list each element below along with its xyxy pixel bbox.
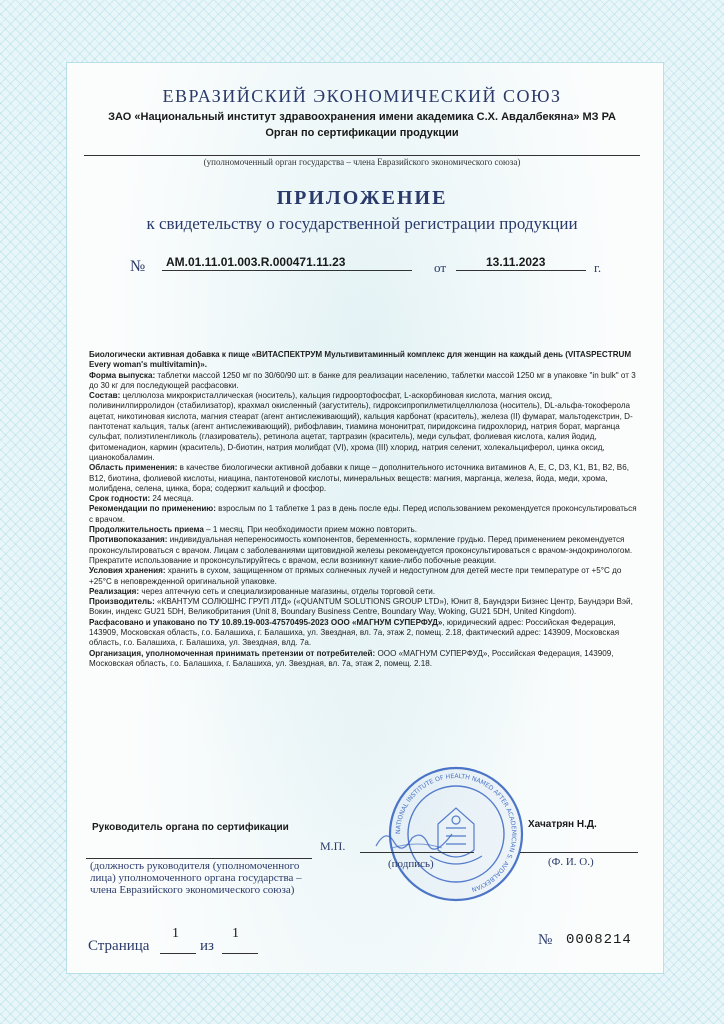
serial-number: 0008214 (566, 932, 632, 948)
position-underline (86, 858, 312, 859)
page-total: 1 (232, 926, 239, 941)
sales-paragraph: Реализация: через аптечную сеть и специализированные магазины, отделы торговой сети. (89, 586, 436, 596)
application-paragraph: Область применения: в качестве биологически активной добавки к пище – дополнительного источника витаминов А, Е, С, D3, K1, B1, B2, B6, B12, биотина, фолиевой кислоты, ниацина, пантотеновой кислоты, минеральных веществ: магния, марганца, железа, йода, меди, хрома, молибдена, селена, цинка, бора; содержит кальций и фосфор. (89, 463, 629, 493)
year-word: г. (594, 260, 602, 275)
institute-name: ЗАО «Национальный институт здравоохранения имени академика С.Х. Авдалбекяна» МЗ РА (108, 111, 616, 123)
claims-paragraph: Организация, уполномоченная принимать претензии от потребителей: ООО «МАГНУМ СУПЕРФУД», Российская Федерация, 143909, Московская область, г.о. Балашиха, г. Балашиха, ул. Звездная, вл. 7а, этаж 2, помещ. 2.18. (89, 648, 614, 668)
storage-paragraph: Условия хранения: хранить в сухом, защищенном от прямых солнечных лучей и недоступном для детей месте при температуре от +5°С до +25°С в неповрежденной оригинальной упаковке. (89, 566, 622, 586)
authority-caption: (уполномоченный орган государства – члена Евразийского экономического союза) (203, 157, 521, 167)
number-sign: № (130, 258, 146, 275)
signature-scribble (372, 824, 458, 854)
usage-paragraph: Рекомендации по применению: взрослым по 1 таблетке 1 раз в день после еды. Перед использованием рекомендуется проконсультироваться с врачом. (89, 504, 637, 524)
page-label: Страница (88, 938, 150, 954)
name-underline (520, 852, 638, 853)
head-name: Хачатрян Н.Д. (528, 819, 597, 830)
page-total-underline (222, 953, 258, 954)
document-subtitle: к свидетельству о государственной регистрации продукции (146, 214, 578, 233)
of-label: из (200, 938, 214, 954)
duration-paragraph: Продолжительность приема – 1 месяц. При необходимости прием можно повторить. (89, 525, 417, 535)
from-word: от (434, 260, 447, 275)
page-current-underline (160, 953, 196, 954)
page-current: 1 (172, 926, 179, 941)
number-underline (162, 270, 412, 271)
date-underline (456, 270, 586, 271)
packager-paragraph: Расфасовано и упаковано по ТУ 10.89.19-003-47570495-2023 ООО «МАГНУМ СУПЕРФУД», юридический адрес: Российская Федерация, 143909, Московская область, г.о. Балашиха, г. Балашиха, ул. Звездная, вл. 7а, этаж 2, помещ. 2.18, фактический адрес: 143909, Московская область, г.о. Балашиха, г. Балашиха, ул. Звездная, влд. 7а. (89, 617, 620, 648)
document-title: ПРИЛОЖЕНИЕ (276, 187, 448, 209)
registration-date: 13.11.2023 (486, 255, 546, 269)
certification-organ: Орган по сертификации продукции (265, 127, 459, 139)
product-description (89, 350, 637, 669)
shelf-life-paragraph: Срок годности: 24 месяца. (89, 494, 194, 504)
head-role-label: Руководитель органа по сертификации (92, 822, 289, 833)
authority-underline (84, 155, 640, 156)
seal-place-label: М.П. (320, 839, 346, 853)
position-caption: (должность руководителя (уполномоченного лица) уполномоченного органа государства – члена Евразийского экономического союза) (90, 860, 302, 896)
fio-caption: (Ф. И. О.) (548, 856, 594, 868)
manufacturer-paragraph: Производитель: «КВАНТУМ СОЛЮШНС ГРУП ЛТД» («QUANTUM SOLUTIONS GROUP LTD»), Юнит 8, Баундэри Бизнес Центр, Баундэри Вэй, Вокин, индекс GU21 5DH, Великобритания (Unit 8, Boundary Business Centre, Boundary Way, Woking, GU21 5DH, United Kingdom). (89, 597, 633, 617)
contraindications-paragraph: Противопоказания: индивидуальная непереносимость компонентов, беременность, кормление грудью. Перед применением рекомендуется проконсультироваться с врачом. Лицам с заболеваниями щитовидной железы рекомендуется проконсультироваться с врачом-эндокринологом. Прекратите использование и проконсультируйтесь с врачом, если возникнут какие-либо побочные реакции. (89, 535, 633, 565)
product-name: Биологически активная добавка к пище «ВИТАСПЕКТРУМ Мультивитаминный комплекс для женщин на каждый день (VITASPECTRUM Every woman's multivitamin)». (89, 350, 632, 370)
composition-paragraph: Состав: целлюлоза микрокристаллическая (носитель), кальция гидроортофосфат, L-аскорбиновая кислота, магния оксид, поливинилпирролидон (стабилизатор), крахмал окисленный (загуститель), гидроксипропилметилцеллюлоза (носитель), DL-альфа-токоферола ацетат, никотиновая кислота, магния стеарат (агент антислеживающий), кальция карбонат (краситель), железа (II) фумарат, мальтодекстрин, D-пантотенат кальция, тальк (агент антислеживающий), рибофлавин, тиамина мононитрат, пиридоксина гидрохлорид, натрия борат, марганца сульфат, полиэтиленгликоль (глазирователь), ретинола ацетат, тартразин (краситель), меди сульфат, фолиевая кислота, калия йодид, фитоменадион, кармин (краситель), D-биотин, натрия молибдат (VI), хрома (III) хлорид, натрия селенит, холекальциферол, цинка оксид, цианокобаламин. (89, 391, 633, 462)
release-form-paragraph: Форма выпуска: таблетки массой 1250 мг по 30/60/90 шт. в банке для реализации населению, таблетки массой 1250 мг в упаковке "in bulk" от 3 до 30 кг для последующей расфасовки. (89, 370, 636, 390)
signature-caption: (подпись) (388, 858, 434, 870)
product-name-paragraph (89, 350, 637, 371)
stamp-ring-text: NATIONAL INSTITUTE OF HEALTH NAMED AFTER ACADEMICIAN S. AVDALBEKYAN (394, 772, 518, 893)
union-title: ЕВРАЗИЙСКИЙ ЭКОНОМИЧЕСКИЙ СОЮЗ (162, 86, 562, 106)
registration-number: AM.01.11.01.003.R.000471.11.23 (166, 255, 346, 269)
serial-sign: № (538, 932, 553, 948)
signature-underline (360, 852, 474, 853)
